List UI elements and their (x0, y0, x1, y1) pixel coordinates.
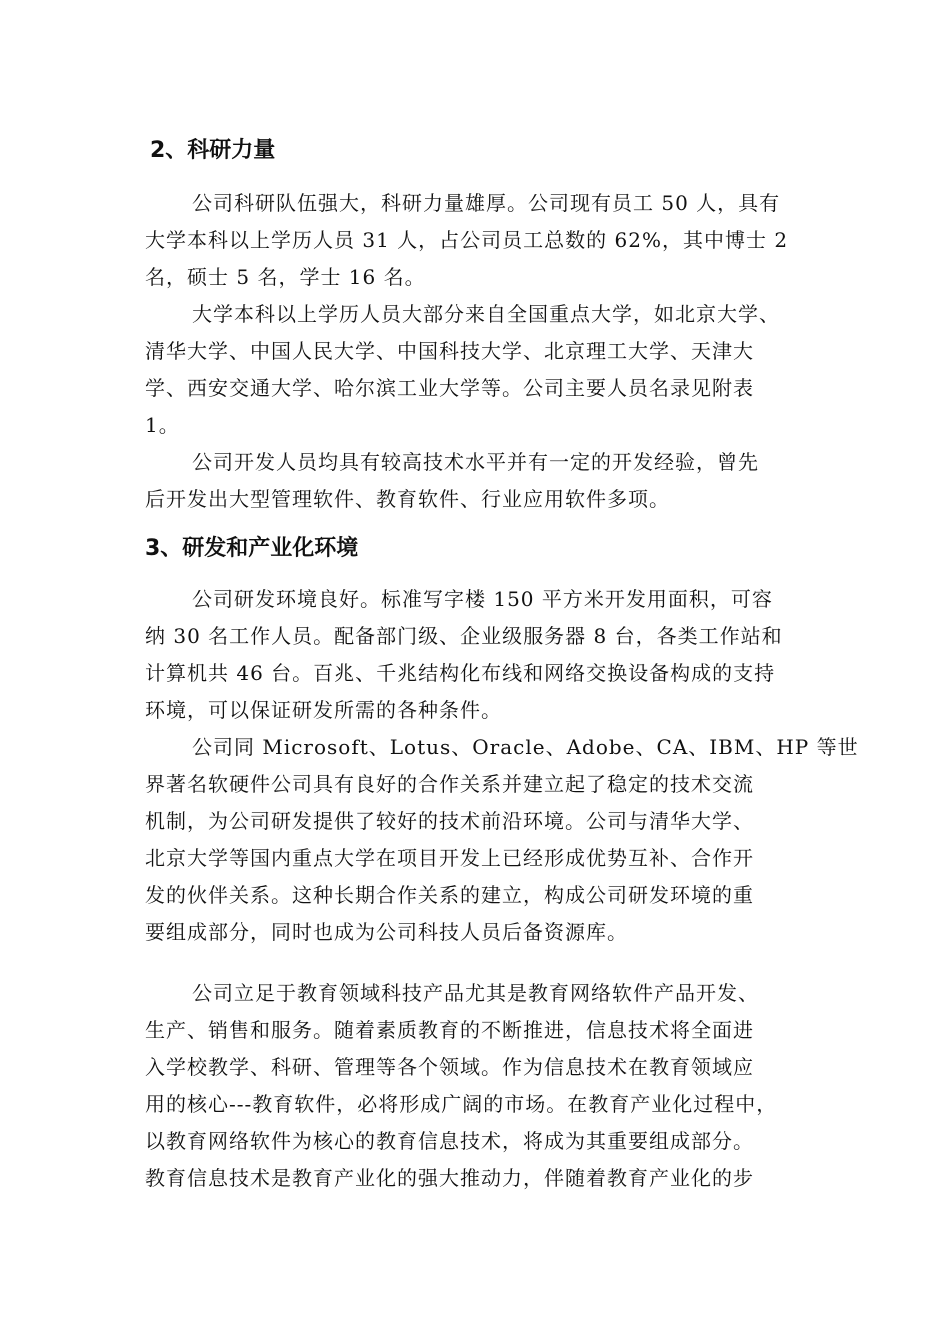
paragraph-line: 名，硕士 5 名，学士 16 名。 (145, 265, 426, 289)
paragraph-line: 教育信息技术是教育产业化的强大推动力，伴随着教育产业化的步 (145, 1166, 754, 1190)
paragraph-line: 公司同 Microsoft、Lotus、Oracle、Adobe、CA、IBM、HP 等世 (192, 735, 859, 759)
paragraph-line: 环境，可以保证研发所需的各种条件。 (145, 698, 502, 722)
paragraph-line: 生产、销售和服务。随着素质教育的不断推进，信息技术将全面进 (145, 1018, 754, 1042)
section-heading-rd-environment: 3、研发和产业化环境 (145, 536, 359, 561)
paragraph-line: 机制，为公司研发提供了较好的技术前沿环境。公司与清华大学、 (145, 809, 754, 833)
paragraph-line: 清华大学、中国人民大学、中国科技大学、北京理工大学、天津大 (145, 339, 754, 363)
paragraph-line: 界著名软硬件公司具有良好的合作关系并建立起了稳定的技术交流 (145, 772, 754, 796)
paragraph-line: 以教育网络软件为核心的教育信息技术，将成为其重要组成部分。 (145, 1129, 754, 1153)
paragraph-line: 后开发出大型管理软件、教育软件、行业应用软件多项。 (145, 487, 670, 511)
paragraph-line: 发的伙伴关系。这种长期合作关系的建立，构成公司研发环境的重 (145, 883, 754, 907)
paragraph-line: 大学本科以上学历人员 31 人，占公司员工总数的 62%，其中博士 2 (145, 228, 789, 252)
paragraph-line: 大学本科以上学历人员大部分来自全国重点大学，如北京大学、 (192, 302, 780, 326)
paragraph-line: 入学校教学、科研、管理等各个领域。作为信息技术在教育领域应 (145, 1055, 754, 1079)
paragraph-line: 1。 (145, 413, 180, 437)
paragraph-line: 公司立足于教育领域科技产品尤其是教育网络软件产品开发、 (192, 981, 759, 1005)
paragraph-line: 要组成部分，同时也成为公司科技人员后备资源库。 (145, 920, 628, 944)
paragraph-line: 北京大学等国内重点大学在项目开发上已经形成优势互补、合作开 (145, 846, 754, 870)
paragraph-line: 公司科研队伍强大，科研力量雄厚。公司现有员工 50 人，具有 (192, 191, 781, 215)
paragraph-line: 计算机共 46 台。百兆、千兆结构化布线和网络交换设备构成的支持 (145, 661, 776, 685)
section-heading-research-strength: 2、科研力量 (150, 138, 276, 163)
paragraph-line: 学、西安交通大学、哈尔滨工业大学等。公司主要人员名录见附表 (145, 376, 754, 400)
paragraph-line: 纳 30 名工作人员。配备部门级、企业级服务器 8 台，各类工作站和 (145, 624, 783, 648)
paragraph-line: 用的核心---教育软件，必将形成广阔的市场。在教育产业化过程中， (145, 1092, 778, 1116)
paragraph-line: 公司研发环境良好。标准写字楼 150 平方米开发用面积，可容 (192, 587, 773, 611)
paragraph-line: 公司开发人员均具有较高技术水平并有一定的开发经验，曾先 (192, 450, 759, 474)
